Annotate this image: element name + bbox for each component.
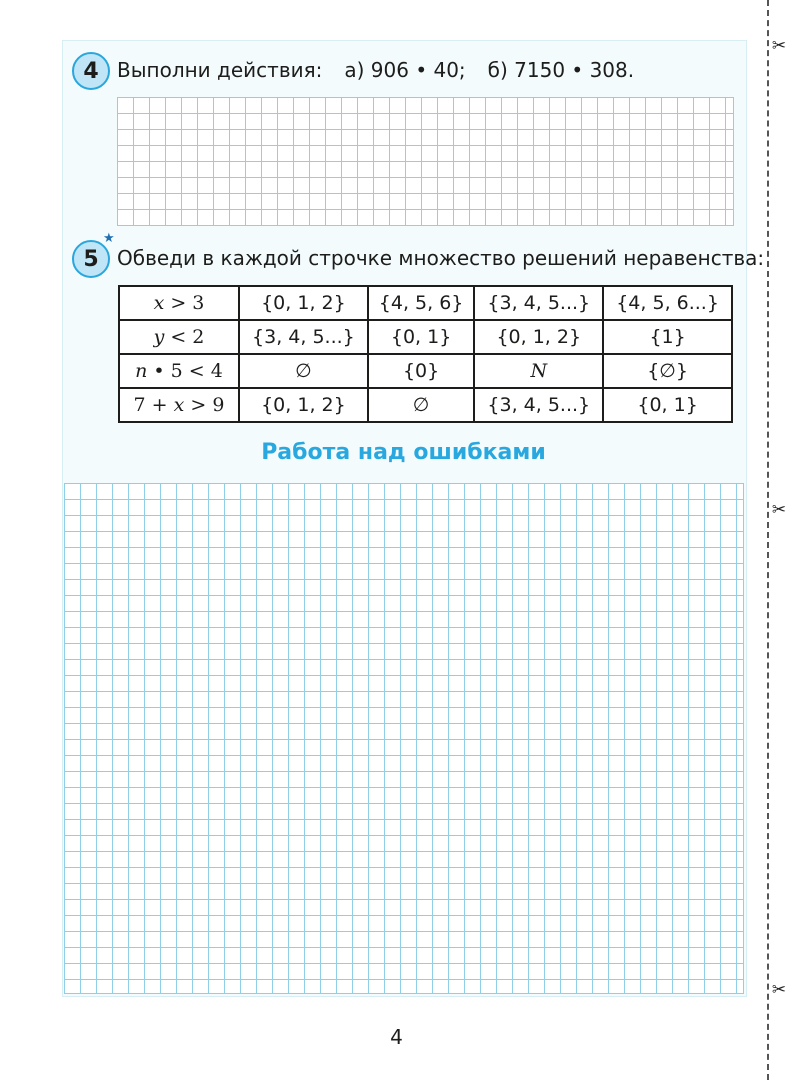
solution-set-option[interactable]: {0, 1}: [603, 388, 732, 422]
task-4-text: Выполни действия:: [117, 58, 323, 82]
solution-set-option[interactable]: {4, 5, 6}: [368, 286, 475, 320]
inequality-rest: > 9: [184, 394, 225, 416]
table-row: [119, 320, 732, 354]
solution-set-option[interactable]: {4, 5, 6...}: [603, 286, 732, 320]
solution-set-option[interactable]: {0, 1, 2}: [239, 286, 368, 320]
solution-set-option[interactable]: {0, 1, 2}: [474, 320, 603, 354]
solution-set-option[interactable]: {0, 1}: [368, 320, 475, 354]
inequality-variable: x: [153, 292, 165, 314]
task-5-text: Обведи в каждой строчке множество решений неравенства:: [117, 246, 765, 270]
inequality-cell: [119, 286, 239, 320]
inequality-cell: [119, 320, 239, 354]
task-4-instruction: [117, 58, 634, 82]
table-row: [119, 286, 732, 320]
solution-set-option[interactable]: N: [474, 354, 603, 388]
task-5-number: 5: [83, 246, 99, 272]
solution-set-option[interactable]: ∅: [368, 388, 475, 422]
table-row: [119, 354, 732, 388]
task-4-number: 4: [83, 58, 99, 84]
task-4-answer-grid[interactable]: [117, 97, 734, 226]
inequality-prefix: 7 +: [133, 394, 174, 416]
task-4-part-a: а) 906 • 40;: [344, 58, 466, 82]
page-number: 4: [390, 1025, 403, 1049]
table-row: [119, 388, 732, 422]
solution-set-option[interactable]: {0, 1, 2}: [239, 388, 368, 422]
scissors-icon: ✂: [769, 38, 789, 55]
task-4-part-b: б) 7150 • 308.: [487, 58, 635, 82]
scissors-icon: ✂: [769, 982, 789, 999]
inequality-variable: n: [135, 360, 148, 382]
solution-set-option[interactable]: {∅}: [603, 354, 732, 388]
solution-set-option[interactable]: {3, 4, 5...}: [239, 320, 368, 354]
cut-line: [767, 0, 769, 1080]
mistakes-work-grid[interactable]: [64, 483, 744, 994]
scissors-icon: ✂: [769, 502, 789, 519]
inequality-cell: [119, 388, 239, 422]
inequality-rest: > 3: [164, 292, 205, 314]
section-title: Работа над ошибками: [261, 440, 546, 465]
inequality-variable: x: [173, 394, 185, 416]
solution-set-option[interactable]: {0}: [368, 354, 475, 388]
star-icon: ★: [103, 231, 115, 246]
inequality-rest: • 5 < 4: [147, 360, 223, 382]
inequality-rest: < 2: [164, 326, 205, 348]
inequality-cell: [119, 354, 239, 388]
task-4-badge: [72, 52, 110, 90]
solution-set-option[interactable]: {3, 4, 5...}: [474, 286, 603, 320]
solution-set-option[interactable]: {3, 4, 5...}: [474, 388, 603, 422]
inequality-variable: y: [153, 326, 165, 348]
inequality-table: [118, 285, 733, 423]
solution-set-option[interactable]: {1}: [603, 320, 732, 354]
solution-set-option[interactable]: ∅: [239, 354, 368, 388]
